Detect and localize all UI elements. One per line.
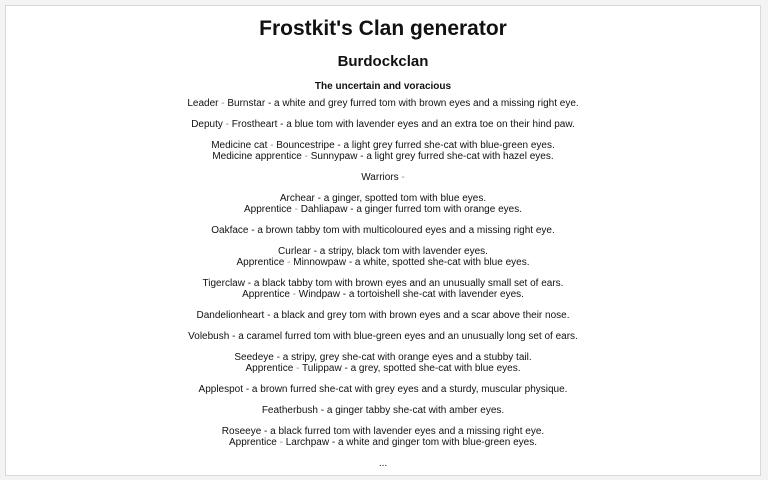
cat-description: - a ginger, spotted tom with blue eyes. bbox=[317, 193, 487, 204]
cat-name: Frostheart bbox=[231, 119, 278, 130]
separator: - bbox=[270, 140, 274, 151]
roster-line bbox=[6, 172, 760, 183]
roster-line bbox=[6, 289, 760, 300]
cat-description: - a stripy, black tom with lavender eyes. bbox=[313, 246, 488, 257]
clan-description: The uncertain and voracious bbox=[314, 81, 452, 92]
cat-role: Warriors bbox=[361, 172, 399, 183]
cat-role: Deputy bbox=[191, 119, 223, 130]
roster-line bbox=[6, 151, 760, 162]
cat-name: Oakface bbox=[211, 225, 249, 236]
roster-entry bbox=[6, 193, 760, 215]
cat-description: - a black and grey tom with brown eyes and a scar above their nose. bbox=[267, 310, 570, 321]
roster-line bbox=[6, 246, 760, 257]
roster-entry bbox=[6, 331, 760, 342]
cat-name: Archear bbox=[279, 193, 315, 204]
cat-description: - a white and ginger tom with blue-green eyes. bbox=[331, 437, 537, 448]
roster-entry bbox=[6, 140, 760, 162]
separator: - bbox=[292, 289, 297, 300]
cat-name: Volebush bbox=[188, 331, 230, 342]
separator: - bbox=[279, 437, 283, 448]
cat-role: Leader bbox=[187, 98, 219, 109]
roster-line bbox=[6, 437, 760, 448]
clan-name: Burdockclan bbox=[337, 53, 429, 70]
roster-entry bbox=[6, 458, 760, 469]
roster-line bbox=[6, 384, 760, 395]
cat-name: Minnowpaw bbox=[293, 257, 347, 268]
roster-entry bbox=[6, 246, 760, 268]
cat-name: Bouncestripe bbox=[276, 140, 335, 151]
cat-name: Roseeye bbox=[221, 426, 262, 437]
cat-description: - a stripy, grey she-cat with orange eyes and a stubby tail. bbox=[276, 352, 532, 363]
cat-name: Applespot bbox=[198, 384, 244, 395]
cat-description: - a black furred tom with lavender eyes and a missing right eye. bbox=[264, 426, 545, 437]
separator: - bbox=[221, 98, 225, 109]
roster-entry bbox=[6, 98, 760, 109]
page-title: Frostkit's Clan generator bbox=[259, 17, 507, 40]
cat-description: - a light grey furred she-cat with blue-green eyes. bbox=[337, 140, 555, 151]
cat-name: Dandelionheart bbox=[196, 310, 265, 321]
roster-line bbox=[6, 278, 760, 289]
cat-role: Medicine cat bbox=[211, 140, 268, 151]
roster-line bbox=[6, 458, 760, 469]
roster-line bbox=[6, 405, 760, 416]
roster-line bbox=[6, 119, 760, 130]
separator: - bbox=[225, 119, 230, 130]
cat-name: Windpaw bbox=[298, 289, 340, 300]
roster-line bbox=[6, 225, 760, 236]
cat-name: Burnstar bbox=[227, 98, 266, 109]
cat-description: - a grey, spotted she-cat with blue eyes. bbox=[344, 363, 521, 374]
roster-line bbox=[6, 98, 760, 109]
cat-name: Sunnypaw bbox=[310, 151, 358, 162]
roster-entry bbox=[6, 119, 760, 130]
clan-roster bbox=[6, 93, 760, 469]
roster-entry bbox=[6, 426, 760, 448]
cat-description: ... bbox=[378, 458, 388, 469]
cat-description: - a white and grey furred tom with brown eyes and a missing right eye. bbox=[267, 98, 579, 109]
cat-description: - a tortoishell she-cat with lavender eyes. bbox=[342, 289, 524, 300]
roster-entry bbox=[6, 405, 760, 416]
cat-role: Apprentice bbox=[242, 289, 290, 300]
cat-name: Larchpaw bbox=[285, 437, 330, 448]
cat-name: Tigerclaw bbox=[202, 278, 245, 289]
cat-description: - a white, spotted she-cat with blue eyes. bbox=[348, 257, 530, 268]
roster-line bbox=[6, 204, 760, 215]
roster-line bbox=[6, 426, 760, 437]
cat-description: - a blue tom with lavender eyes and an extra toe on their hind paw. bbox=[280, 119, 575, 130]
cat-role: Apprentice bbox=[229, 437, 277, 448]
roster-entry bbox=[6, 310, 760, 321]
cat-description: - a caramel furred tom with blue-green eyes and an unusually long set of ears. bbox=[232, 331, 578, 342]
cat-role: Medicine apprentice bbox=[212, 151, 302, 162]
separator: - bbox=[296, 363, 300, 374]
cat-name: Curlear bbox=[278, 246, 311, 257]
cat-description: - a brown tabby tom with multicoloured eyes and a missing right eye. bbox=[251, 225, 555, 236]
roster-entry bbox=[6, 352, 760, 374]
roster-line bbox=[6, 193, 760, 204]
separator: - bbox=[304, 151, 308, 162]
roster-line bbox=[6, 363, 760, 374]
roster-entry bbox=[6, 278, 760, 300]
separator: - bbox=[401, 172, 405, 183]
cat-name: Featherbush bbox=[261, 405, 318, 416]
roster-entry bbox=[6, 225, 760, 236]
roster-line bbox=[6, 140, 760, 151]
separator: - bbox=[287, 257, 291, 268]
roster-line bbox=[6, 257, 760, 268]
cat-description: - a black tabby tom with brown eyes and an unusually small set of ears. bbox=[247, 278, 564, 289]
cat-role: Apprentice bbox=[244, 204, 292, 215]
cat-role: Apprentice bbox=[245, 363, 294, 374]
cat-name: Dahliapaw bbox=[300, 204, 348, 215]
separator: - bbox=[294, 204, 298, 215]
cat-description: - a light grey furred she-cat with hazel eyes. bbox=[360, 151, 554, 162]
roster-entry bbox=[6, 172, 760, 183]
cat-description: - a ginger furred tom with orange eyes. bbox=[350, 204, 522, 215]
roster-line bbox=[6, 310, 760, 321]
cat-name: Tulippaw bbox=[302, 363, 342, 374]
cat-description: - a brown furred she-cat with grey eyes and a sturdy, muscular physique. bbox=[245, 384, 568, 395]
generator-page bbox=[5, 5, 761, 476]
cat-role: Apprentice bbox=[236, 257, 285, 268]
cat-description: - a ginger tabby she-cat with amber eyes. bbox=[320, 405, 505, 416]
cat-name: Seedeye bbox=[234, 352, 274, 363]
roster-line bbox=[6, 331, 760, 342]
roster-entry bbox=[6, 384, 760, 395]
roster-line bbox=[6, 352, 760, 363]
